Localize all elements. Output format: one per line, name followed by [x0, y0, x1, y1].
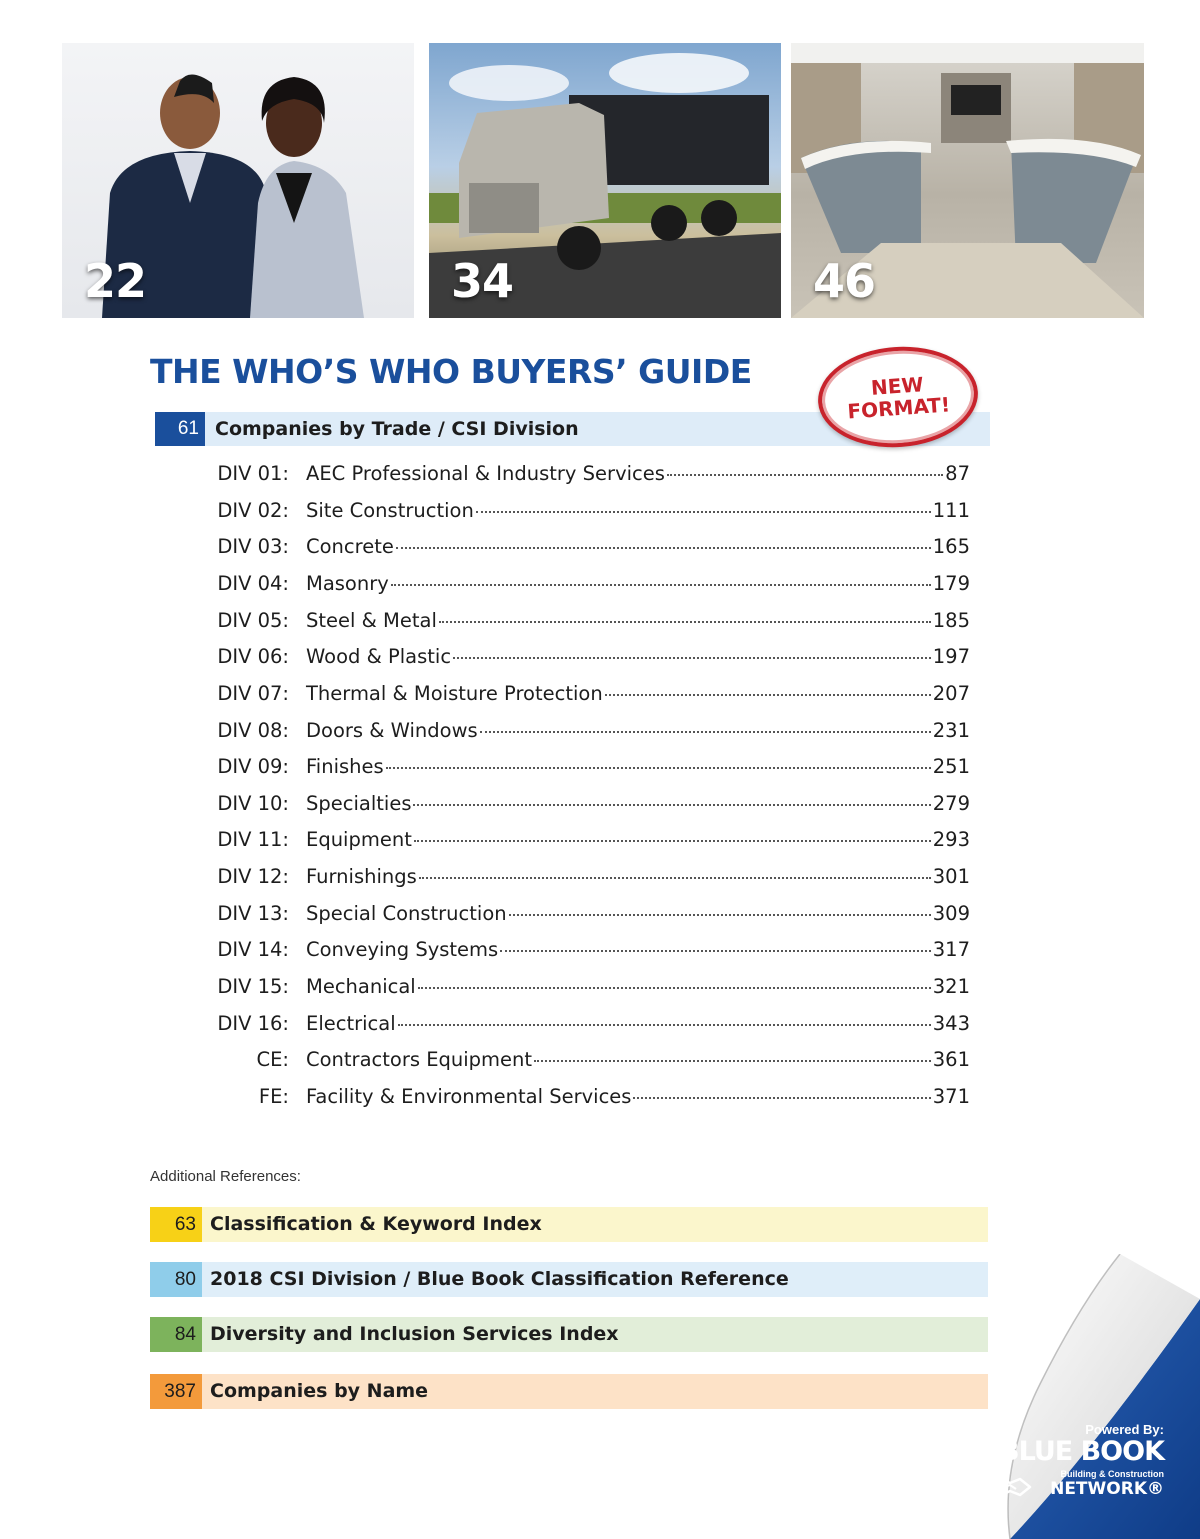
toc-entry[interactable]	[0, 535, 1200, 565]
toc-division: DIV 15:	[217, 975, 289, 998]
toc-title: Wood & Plastic	[306, 645, 452, 668]
toc-division: DIV 04:	[217, 572, 289, 595]
toc-leader	[534, 1060, 931, 1062]
toc-division: DIV 11:	[217, 828, 289, 851]
page-number-overlay: 22	[84, 254, 147, 308]
toc-entry[interactable]	[0, 975, 1200, 1005]
toc-leader	[509, 914, 931, 916]
toc-entry[interactable]	[0, 609, 1200, 639]
cover-photo-truck	[429, 43, 781, 318]
reference-yellow[interactable]	[150, 1207, 988, 1242]
blue-book-logo	[987, 1436, 1164, 1467]
toc-page: 361	[932, 1048, 970, 1071]
toc-page: 309	[932, 902, 970, 925]
toc-entry[interactable]	[0, 828, 1200, 858]
reference-label: 2018 CSI Division / Blue Book Classification Reference	[210, 1268, 789, 1290]
toc-title: Doors & Windows	[306, 719, 478, 742]
toc-entry[interactable]	[0, 902, 1200, 932]
toc-division: DIV 02:	[217, 499, 289, 522]
logo-network-text: NETWORK®	[1050, 1479, 1164, 1499]
toc-title: Specialties	[306, 792, 412, 815]
toc-entry[interactable]	[0, 1048, 1200, 1078]
reference-page: 63	[150, 1207, 202, 1242]
toc-entry[interactable]	[0, 462, 1200, 492]
toc-entry[interactable]	[0, 572, 1200, 602]
toc-page: 343	[932, 1012, 970, 1035]
toc-division: DIV 05:	[217, 609, 289, 632]
toc-entry[interactable]	[0, 645, 1200, 675]
cover-photo-outdoor-kitchen	[791, 43, 1144, 318]
page-number-overlay: 34	[451, 254, 514, 308]
toc-page: 301	[932, 865, 970, 888]
toc-title: Thermal & Moisture Protection	[306, 682, 603, 705]
badge-line-2: FORMAT!	[846, 392, 951, 424]
toc-leader	[396, 547, 931, 549]
toc-page: 165	[932, 535, 970, 558]
toc-division: DIV 01:	[217, 462, 289, 485]
toc-division: DIV 10:	[217, 792, 289, 815]
toc-title: Finishes	[306, 755, 384, 778]
logo-subtitle: Building & Construction	[1060, 1469, 1164, 1479]
toc-page: 197	[932, 645, 970, 668]
toc-title: Special Construction	[306, 902, 507, 925]
reference-label: Companies by Name	[210, 1380, 429, 1402]
toc-entry[interactable]	[0, 682, 1200, 712]
reference-orange[interactable]	[150, 1374, 988, 1409]
toc-title: Equipment	[306, 828, 412, 851]
toc-entry[interactable]	[0, 1085, 1200, 1115]
toc-leader	[605, 694, 931, 696]
reference-page: 80	[150, 1262, 202, 1297]
blue-book-corner[interactable]	[940, 1254, 1200, 1539]
toc-leader	[480, 731, 931, 733]
toc-title: Facility & Environmental Services	[306, 1085, 632, 1108]
toc-leader	[667, 474, 943, 476]
toc-title: Steel & Metal	[306, 609, 437, 632]
toc-division: DIV 13:	[217, 902, 289, 925]
toc-entry[interactable]	[0, 1012, 1200, 1042]
toc-entry[interactable]	[0, 755, 1200, 785]
toc-entry[interactable]	[0, 792, 1200, 822]
toc-page: 87	[945, 462, 970, 485]
toc-leader	[500, 950, 931, 952]
logo-main-text: BLUE BOOK	[999, 1436, 1164, 1467]
reference-page: 387	[150, 1374, 202, 1409]
toc-title: Conveying Systems	[306, 938, 499, 961]
main-section-page: 61	[155, 412, 205, 446]
toc-page: 293	[932, 828, 970, 851]
toc-leader	[398, 1024, 931, 1026]
toc-page: 321	[932, 975, 970, 998]
toc-page: 371	[932, 1085, 970, 1108]
handshake-icon	[990, 1475, 1032, 1499]
toc-division: DIV 07:	[217, 682, 289, 705]
reference-green[interactable]	[150, 1317, 988, 1352]
toc-title: Contractors Equipment	[306, 1048, 533, 1071]
toc-division: FE:	[258, 1085, 289, 1108]
toc-title: Site Construction	[306, 499, 474, 522]
toc-page: 251	[932, 755, 970, 778]
badge-line-1: NEW	[870, 372, 925, 400]
toc-leader	[413, 804, 930, 806]
additional-references-label: Additional References:	[150, 1168, 301, 1185]
toc-division: DIV 08:	[217, 719, 289, 742]
toc-division: DIV 12:	[217, 865, 289, 888]
toc-division: DIV 16:	[217, 1012, 289, 1035]
toc-division: DIV 03:	[217, 535, 289, 558]
toc-leader	[386, 767, 931, 769]
toc-division: CE:	[256, 1048, 289, 1071]
toc-page: 279	[932, 792, 970, 815]
toc-leader	[453, 657, 931, 659]
toc-entry[interactable]	[0, 865, 1200, 895]
toc-leader	[391, 584, 931, 586]
toc-page: 185	[932, 609, 970, 632]
toc-division: DIV 14:	[217, 938, 289, 961]
page-number-overlay: 46	[813, 254, 876, 308]
toc-leader	[633, 1097, 930, 1099]
reference-label: Diversity and Inclusion Services Index	[210, 1323, 619, 1345]
toc-leader	[418, 987, 931, 989]
toc-leader	[476, 511, 931, 513]
toc-page: 207	[932, 682, 970, 705]
toc-division: DIV 09:	[217, 755, 289, 778]
toc-entry[interactable]	[0, 499, 1200, 529]
reference-lightblue[interactable]	[150, 1262, 988, 1297]
toc-title: AEC Professional & Industry Services	[306, 462, 665, 485]
main-section-label: Companies by Trade / CSI Division	[215, 418, 579, 440]
toc-title: Furnishings	[306, 865, 417, 888]
toc-title: Concrete	[306, 535, 394, 558]
toc-leader	[414, 840, 931, 842]
reference-label: Classification & Keyword Index	[210, 1213, 542, 1235]
logo-the: THE	[987, 1442, 997, 1463]
guide-title: THE WHO’S WHO BUYERS’ GUIDE	[150, 352, 752, 391]
powered-by-label: Powered By:	[1085, 1422, 1164, 1437]
toc-entry[interactable]	[0, 938, 1200, 968]
toc-page: 317	[932, 938, 970, 961]
toc-leader	[419, 877, 931, 879]
toc-page: 111	[932, 499, 970, 522]
toc-page: 231	[932, 719, 970, 742]
toc-division: DIV 06:	[217, 645, 289, 668]
toc-title: Masonry	[306, 572, 389, 595]
toc-leader	[439, 621, 931, 623]
toc-page: 179	[932, 572, 970, 595]
toc-title: Mechanical	[306, 975, 416, 998]
reference-page: 84	[150, 1317, 202, 1352]
toc-title: Electrical	[306, 1012, 396, 1035]
toc-entry[interactable]	[0, 719, 1200, 749]
cover-photo-couple	[62, 43, 414, 318]
